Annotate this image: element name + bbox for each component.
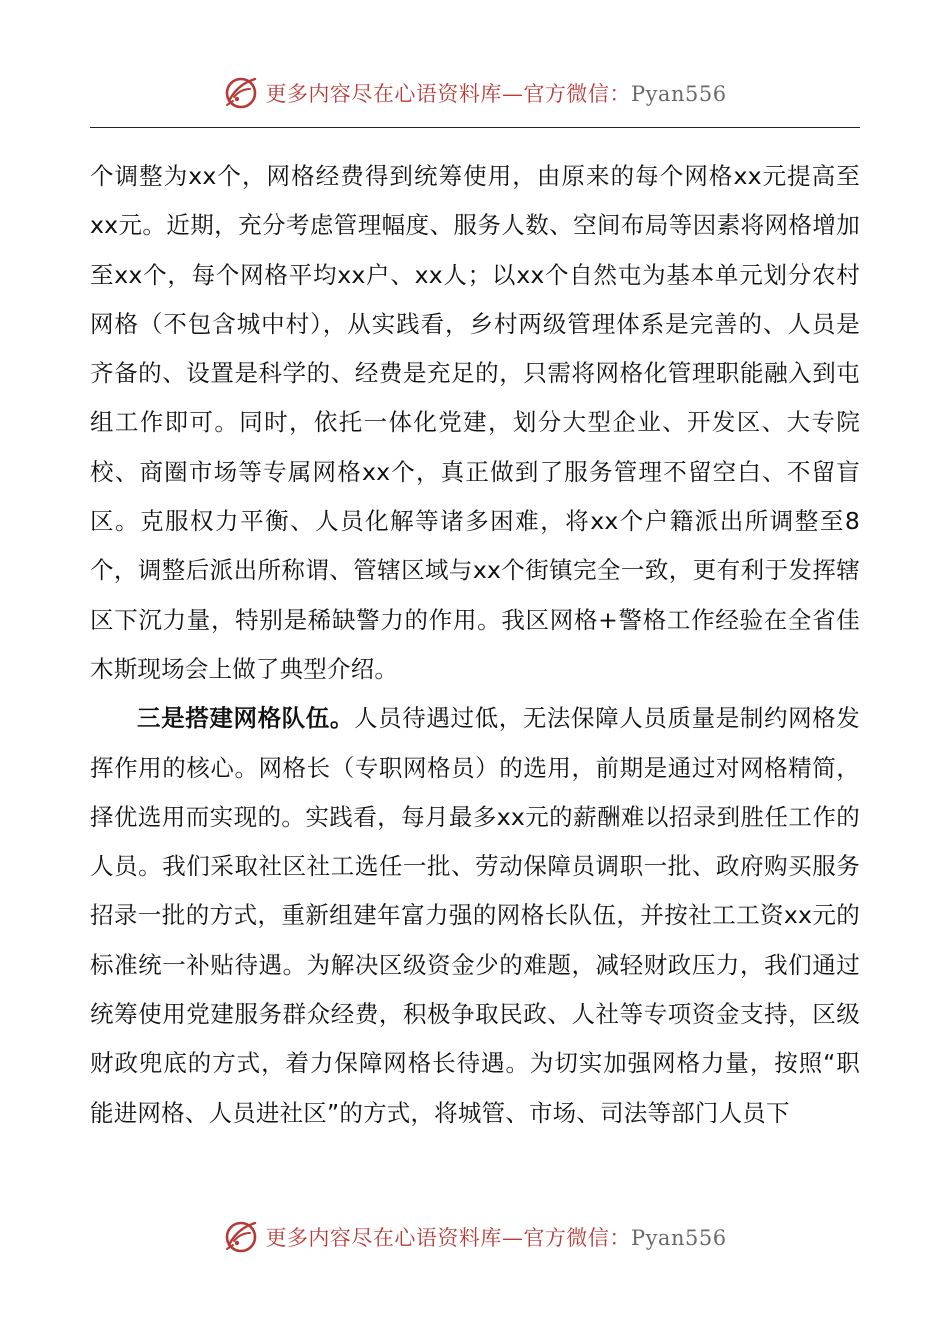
- header-main: 更多内容尽在心语资料库: [265, 82, 502, 106]
- header-banner: [0, 68, 950, 118]
- header-dash: —: [501, 82, 524, 106]
- footer-main: 更多内容尽在心语资料库: [265, 1226, 502, 1250]
- paragraph-2: [90, 694, 860, 1138]
- footer-banner: [0, 1212, 950, 1262]
- seal-logo-icon: [223, 1219, 259, 1255]
- paragraph-2-body: 人员待遇过低，无法保障人员质量是制约网格发挥作用的核心。网格长（专职网格员）的选用，前期是通过对网格精简，择优选用而实现的。实践看，每月最多xx元的薪酬难以招录到胜任工作的人员。我们采取社区社工选任一批、劳动保障员调职一批、政府购买服务招录一批的方式，重新组建年富力强的网格长队伍，并按社工工资xx元的标准统一补贴待遇。为解决区级资金少的难题，减轻财政压力，我们通过统筹使用党建服务群众经费，积极争取民政、人社等专项资金支持，区级财政兜底的方式，着力保障网格长待遇。为切实加强网格力量，按照“职能进网格、人员进社区”的方式，将城管、市场、司法等部门人员下: [90, 704, 860, 1127]
- document-body: [90, 152, 860, 1138]
- footer-text: [265, 1222, 726, 1252]
- paragraph-1: 个调整为xx个，网格经费得到统筹使用，由原来的每个网格xx元提高至xx元。近期，充分考虑管理幅度、服务人数、空间布局等因素将网格增加至xx个，每个网格平均xx户、xx人；以xx个自然屯为基本单元划分农村网格（不包含城中村），从实践看，乡村两级管理体系是完善的、人员是齐备的、设置是科学的、经费是充足的，只需将网格化管理职能融入到屯组工作即可。同时，依托一体化党建，划分大型企业、开发区、大专院校、商圈市场等专属网格xx个，真正做到了服务管理不留空白、不留盲区。克服权力平衡、人员化解等诸多困难，将xx个户籍派出所调整至8个，调整后派出所称谓、管辖区域与xx个街镇完全一致，更有利于发挥辖区下沉力量，特别是稀缺警力的作用。我区网格+警格工作经验在全省佳木斯现场会上做了典型介绍。: [90, 162, 860, 683]
- footer-wechat-label: 官方微信：: [523, 1226, 631, 1250]
- seal-logo-icon: [223, 75, 259, 111]
- header-wechat-label: 官方微信：: [523, 82, 631, 106]
- paragraph-2-heading: 三是搭建网格队伍。: [137, 704, 355, 733]
- footer-wechat-id: Pyan556: [630, 1226, 727, 1250]
- header-text: [265, 78, 726, 108]
- header-divider: [90, 127, 860, 128]
- footer-dash: —: [501, 1226, 524, 1250]
- header-wechat-id: Pyan556: [630, 82, 727, 106]
